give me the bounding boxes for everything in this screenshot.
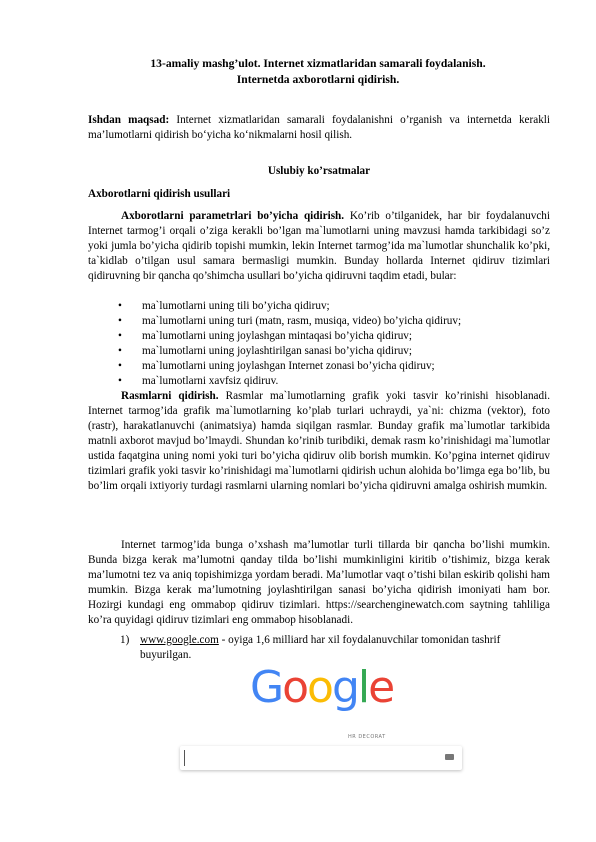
logo-letter: G <box>250 662 283 713</box>
page-title <box>88 56 548 88</box>
paragraph-search-engines: Internet tarmog’ida bunga o’xshash ma’lumotlar turli tillarda bir qancha bo’lishi mumkin. Bunda bizga kerak ma’lumotni qanday tilda bo’lishi mumkinligini kiritib o’tishimiz, bizga kerak ma’lumotni tez va aniq topishimizga yordam beradi. Ma’lumotlar vaqt o’tishi bilan eskirib qolishi ham mumkin. Bizga kerak ma’lumotning joylashtirilgan sanasi bo’yicha qidirish imoniyati ham bor. Hozirgi kundagi eng ommabop qidiruv tizimlari. https://searchenginewatch.com saytning tahliliga ko’ra quyidagi qidiruv tizimlari eng ommabop hisoblanadi. <box>88 539 550 626</box>
paragraph-parameters-search <box>88 209 550 284</box>
item-body <box>88 633 550 663</box>
item-text: - oyiga 1,6 milliard har xil foydalanuvchilar tomonidan tashrif buyurilgan. <box>140 634 501 661</box>
list-item: • ma`lumotlarni uning joylashtirilgan sanasi bo’yicha qidiruv; <box>118 345 413 357</box>
google-screenshot-image <box>180 662 462 770</box>
search-input <box>180 746 462 770</box>
bullet-icon: • <box>118 360 122 372</box>
goal-text: Internet xizmatlaridan samarali foydalanishni o’rganish va internetda kerakli ma’lumotlarni qidirish bo‘yicha ko‘nikmalarni hosil qilish. <box>88 114 551 141</box>
paragraph-lead: Rasmlarni qidirish. <box>121 390 219 402</box>
logo-letter: l <box>357 662 369 713</box>
numbered-item <box>88 633 550 663</box>
google-logo <box>250 662 394 713</box>
title-line-1: 13-amaliy mashg’ulot. Internet xizmatlaridan samarali foydalanish. <box>150 57 486 70</box>
paragraph-lead: Axborotlarni parametrlari bo’yicha qidirish. <box>121 210 345 222</box>
logo-letter: o <box>307 662 332 713</box>
bullet-icon: • <box>118 330 122 342</box>
list-item: • ma`lumotlarni uning joylashgan mintaqasi bo’yicha qidiruv; <box>118 330 413 342</box>
goal-label: Ishdan maqsad: <box>88 114 170 126</box>
list-item: • ma`lumotlarni uning joylashgan Internet zonasi bo’yicha qidiruv; <box>118 360 435 372</box>
section-heading: Uslubiy ko’rsatmalar <box>267 165 371 177</box>
title-line-2: Internetda axborotlarni qidirish. <box>236 73 400 86</box>
paragraph-text: Ko’rib o’tilganidek, har bir foydalanuvchi Internet tarmog’i orqali o’ziga kerakli bo’lgan ma`lumotlarni uning mavzusi hamda tarkibidagi so’z yoki jumla bo’yicha qidirib topishi mumkin, lekin Internet tarmog’ida ma`lumotlar shunchalik ko’pki, ta`kidlab o’tilgan usul samara bermasligi mumkin. Bunday hollarda Internet qidiruv tizimlari qidiruvning bir qancha qo’shimcha usullari bo’yicha qidiruvni taqdim etadi, bular: <box>88 210 551 282</box>
logo-letter: e <box>368 662 394 713</box>
logo-subtext: HR DECORAT <box>348 734 386 740</box>
paragraph-image-search <box>88 389 550 494</box>
list-item: • ma`lumotlarni uning turi (matn, rasm, musiqa, video) bo’yicha qidiruv; <box>118 315 462 327</box>
list-item: • ma`lumotlarni xavfsiz qidiruv. <box>118 375 279 387</box>
bullet-icon: • <box>118 315 122 327</box>
google-link[interactable]: www.google.com <box>140 634 219 646</box>
logo-letter: g <box>331 662 358 713</box>
bullet-icon: • <box>118 300 122 312</box>
bullet-icon: • <box>118 375 122 387</box>
logo-letter: o <box>282 662 308 713</box>
goal-paragraph <box>88 113 550 143</box>
bullet-icon: • <box>118 345 122 357</box>
text-cursor <box>184 750 185 766</box>
list-item: • ma`lumotlarni uning tili bo’yicha qidiruv; <box>118 300 330 312</box>
item-number: 1) <box>120 634 130 646</box>
subsection-heading: Axborotlarni qidirish usullari <box>88 188 231 200</box>
paragraph-text: Rasmlar ma`lumotlarning grafik yoki tasvir ko’rinishi hisoblanadi. Internet tarmog’ida grafik ma`lumotlarning ko’plab turlari uchraydi, ya`ni: chizma (vektor), foto (rastr), harakatlanuvchi (animatsiya) hamda siqilgan rasmlar. Bunday grafik ma`lumotlar tarkibida matnli axborot mavjud bo’lmaydi. Shundan ko’rinib turibdiki, demak rasm ko’rinishidagi ma`lumotlar ustida faqatgina uning nomi yoki turi bo’yicha qidiruv olib borish mumkin. Ko’pgina internet qidiruv tizimlari grafik yoki tasvir ko’rinishidagi ma`lumotlarni qidirish uchun alohida bo’limga ega bo’lib, bu bo’lim orqali ixtiyoriy turdagi rasmlarni ularning nomlari bo’yicha qidiruvni amalga oshirish mumkin. <box>88 390 550 492</box>
keyboard-icon <box>445 754 454 760</box>
search-methods-list <box>88 299 550 389</box>
